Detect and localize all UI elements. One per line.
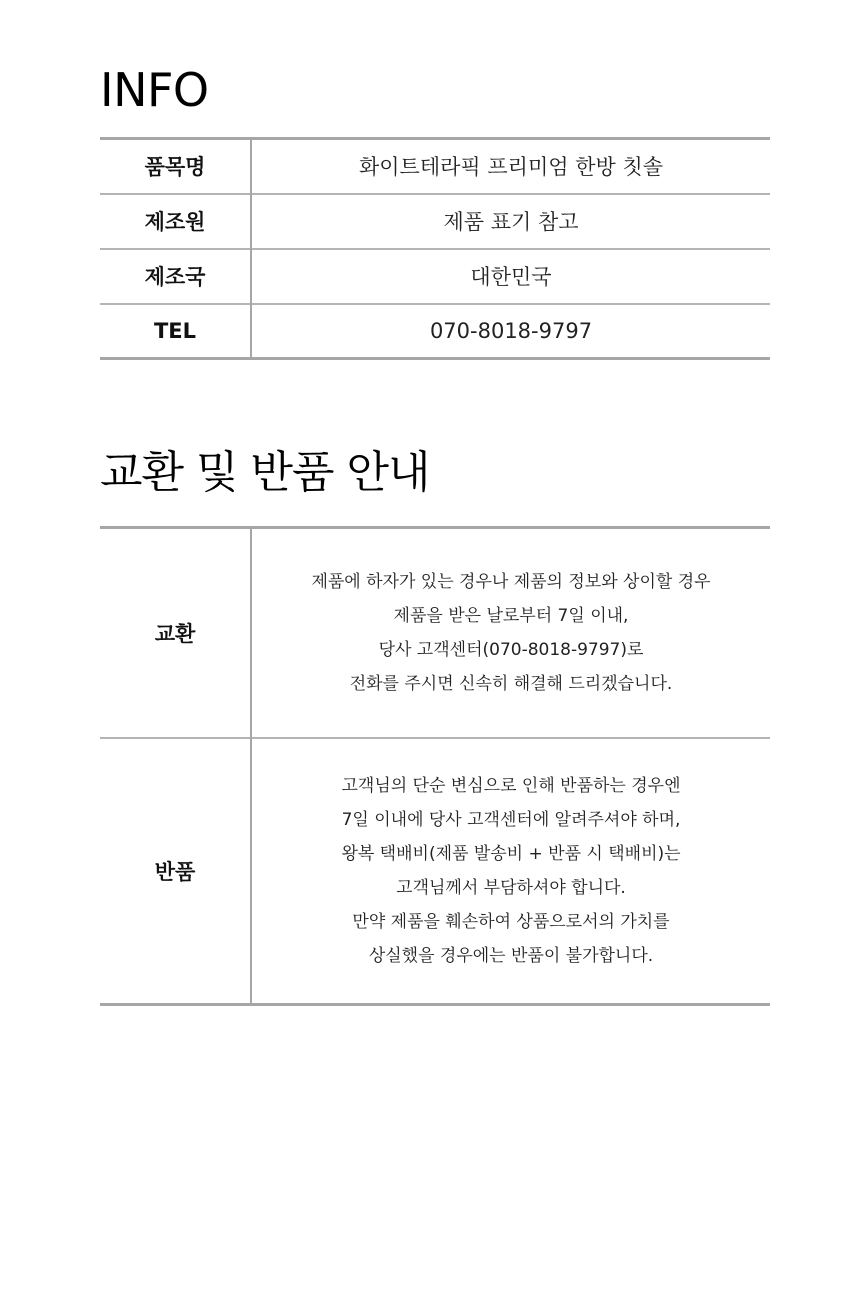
return-policy-title: 교환 및 반품 안내 xyxy=(100,447,430,498)
info-value-manufacturer: 제품 표기 참고 xyxy=(251,194,770,249)
exchange-text xyxy=(251,528,770,738)
return-policy-table xyxy=(100,526,770,1006)
return-text-line: 7일 이내에 당사 고객센터에 알려주셔야 하며, xyxy=(341,809,681,830)
info-label-tel: TEL xyxy=(100,304,251,359)
exchange-row xyxy=(100,528,770,738)
info-label-manufacturer: 제조원 xyxy=(100,194,251,249)
exchange-text-line: 전화를 주시면 신속히 해결해 드리겠습니다. xyxy=(349,673,673,694)
exchange-text-line: 제품을 받은 날로부터 7일 이내, xyxy=(393,605,629,626)
return-row xyxy=(100,738,770,1005)
info-label-product-name: 품목명 xyxy=(100,139,251,194)
return-text-line: 고객님께서 부담하셔야 합니다. xyxy=(396,877,626,898)
info-row-product-name xyxy=(100,139,770,194)
info-value-product-name: 화이트테라픽 프리미엄 한방 칫솔 xyxy=(358,155,664,180)
info-value-country: 대한민국 xyxy=(251,249,770,304)
exchange-label: 교환 xyxy=(100,528,251,738)
return-text xyxy=(251,738,770,1005)
info-label-country: 제조국 xyxy=(100,249,251,304)
info-table xyxy=(100,137,770,360)
return-text-line: 고객님의 단순 변심으로 인해 반품하는 경우엔 xyxy=(341,775,681,796)
return-text-line: 만약 제품을 훼손하여 상품으로서의 가치를 xyxy=(352,911,670,932)
info-value-tel: 070-8018-9797 xyxy=(251,304,770,359)
info-row-tel xyxy=(100,304,770,359)
exchange-text-line: 당사 고객센터(070-8018-9797)로 xyxy=(378,639,644,660)
return-text-line: 왕복 택배비(제품 발송비 + 반품 시 택배비)는 xyxy=(341,843,681,864)
info-title: INFO xyxy=(100,63,209,117)
exchange-text-line: 제품에 하자가 있는 경우나 제품의 정보와 상이할 경우 xyxy=(311,571,711,592)
info-row-country xyxy=(100,249,770,304)
return-label: 반품 xyxy=(100,738,251,1005)
return-text-line: 상실했을 경우에는 반품이 불가합니다. xyxy=(368,945,654,966)
info-row-manufacturer xyxy=(100,194,770,249)
